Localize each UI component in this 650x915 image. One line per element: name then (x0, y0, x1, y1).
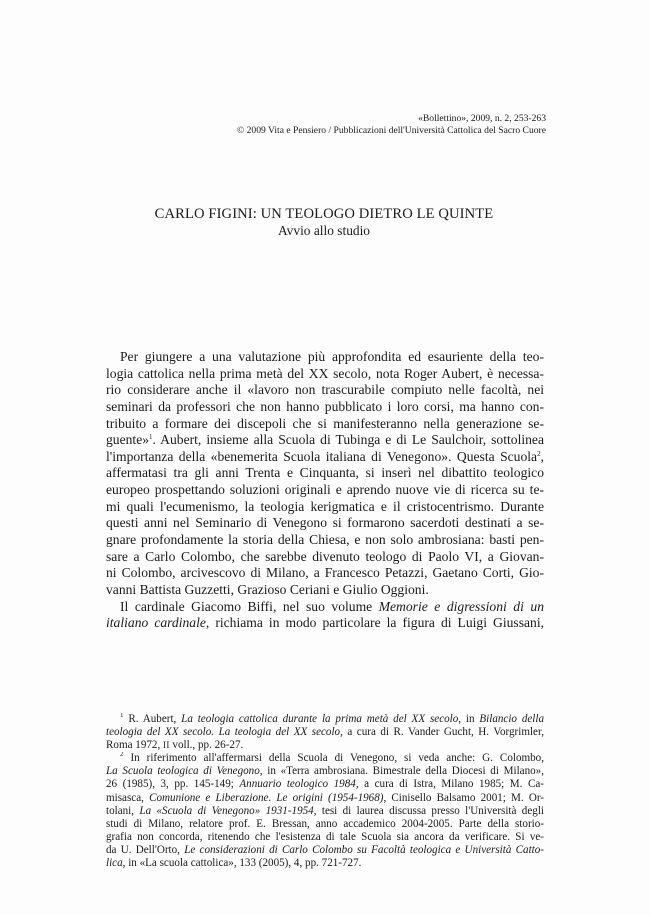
body-line: rio considerare anche il «lavoro non trascurabile compiuto nelle facoltà, nei (106, 382, 544, 398)
footnote-number: 2 (120, 752, 124, 759)
footnote-2-line (106, 792, 544, 805)
note-fragment: da U. Dell'Orto, (106, 843, 185, 856)
note-fragment: , Cinisello Balsamo 2001; M. Or- (383, 791, 544, 804)
article-title: CARLO FIGINI: UN TEOLOGO DIETRO LE QUINTE (154, 206, 494, 222)
footnote-2-line (106, 805, 544, 818)
body-fragment: , (540, 448, 544, 464)
body-line: logia cattolica nella prima metà del XX secolo, nota Roger Aubert, è necessa- (106, 365, 544, 381)
note-italic: Bilancio della (479, 713, 544, 725)
body-line: affermatasi tra gli anni Trenta e Cinquanta, si inserì nel dibattito teologico (106, 465, 544, 481)
body-line: questi anni nel Seminario di Venegono si formarono sacerdoti destinati a se- (106, 515, 544, 531)
note-fragment: , a cura di R. Vander Gucht, H. Vorgrimler, (340, 726, 544, 739)
note-fragment: , a cura di Istra, Milano 1985; M. Ca- (355, 778, 544, 791)
article-subtitle: Avvio allo studio (278, 223, 370, 238)
body-line: tribuito a formare dei discepoli che si manifesteranno nella generazione se- (106, 415, 544, 431)
body-line: europeo prospettando soluzioni originali e aprendo nuove vie di ricerca su te- (106, 482, 544, 498)
note-fragment: misasca, (106, 791, 150, 804)
footnote-number: 1 (120, 713, 124, 719)
copyright-line: © 2009 Vita e Pensiero / Pubblicazioni dell'Università Cattolica del Sacro Cuore (236, 125, 546, 136)
note-fragment: voll., pp. 26-27. (169, 739, 244, 752)
footnote-2-line (106, 778, 544, 791)
footnote-2-line (106, 752, 544, 765)
note-fragment: , in (458, 713, 480, 725)
note-italic: teologia del XX secolo. La teologia del XX secolo (106, 726, 341, 739)
body-fragment: guente» (106, 432, 150, 448)
footnote-2-line (106, 765, 544, 778)
body-line: seminari da professori che non hanno pubblicato i loro corsi, ma hanno con- (106, 398, 544, 414)
note-italic: La Scuola teologica di Venegono (106, 765, 260, 778)
note-fragment: , in «Terra ambrosiana. Bimestrale della Diocesi di Milano», (259, 765, 544, 778)
note-italic: La «Scuola di Venegono» 1931-1954 (139, 804, 314, 817)
note-fragment: tolani, (106, 804, 140, 817)
note-fragment: 26 (1985), 3, pp. 145-149; (106, 778, 240, 791)
body-line: sare a Carlo Colombo, che sarebbe divenuto teologo di Paolo VI, a Giovan- (106, 548, 544, 564)
body-fragment: Il cardinale Giacomo Biffi, nel suo volume (120, 598, 379, 614)
article-body (106, 349, 544, 632)
body-line: gnare profondamente la storia della Chiesa, e non solo ambrosiana: basti pen- (106, 532, 544, 548)
body-fragment: , richiama in modo particolare la figura di Luigi Giussani, (205, 615, 544, 631)
book-title-italic: italiano cardinale (106, 615, 206, 631)
footnote-1-line (106, 726, 544, 739)
note-smallcaps: II (163, 740, 170, 751)
body-fragment: . Aubert, insieme alla Scuola di Tubinga e di Le Saulchoir, sottolinea (152, 432, 544, 448)
body-line: ni Colombo, arcivescovo di Milano, a Francesco Petazzi, Gaetano Corti, Gio- (106, 565, 544, 581)
note-fragment: Roma 1972, (106, 739, 164, 752)
footnote-2-line (106, 857, 544, 870)
journal-citation: «Bollettino», 2009, n. 2, 253-263 (418, 113, 546, 124)
note-fragment: R. Aubert, (123, 713, 182, 725)
footnote-ref-2[interactable]: 2 (537, 449, 541, 458)
footnote-2-line: studi di Milano, relatore prof. E. Bressan, anno accademico 2004-2005. Parte della storio- (106, 817, 544, 830)
body-line: mi quali l'ecumenismo, la teologia kerigmatica e il cristocentrismo. Durante (106, 498, 544, 514)
footnote-1-line (106, 713, 544, 726)
body-line (106, 432, 544, 449)
note-italic: Annuario teologico 1984 (239, 778, 356, 791)
note-italic: Comunione e Liberazione. Le origini (1954-1968) (149, 791, 384, 804)
body-line: vanni Battista Guzzetti, Grazioso Ceriani e Giulio Oggioni. (106, 581, 429, 597)
note-fragment: , tesi di laurea discussa presso l'Università degli (313, 804, 544, 817)
page-header (126, 113, 546, 137)
book-title-italic: Memorie e digressioni di un (378, 598, 544, 614)
note-italic: La teologia cattolica durante la prima metà del XX secolo (181, 713, 459, 725)
footnote-2-line: grafia non concorda, ritenendo che l'esistenza di tale Scuola sia ancora da verificare. Si ve- (106, 830, 544, 843)
footnote-ref-1[interactable]: 1 (149, 433, 153, 442)
footnotes (106, 713, 544, 870)
body-line (106, 449, 544, 466)
body-line (106, 599, 544, 616)
note-fragment: In riferimento all'affermarsi della Scuola di Venegono, si veda anche: G. Colombo, (123, 752, 544, 765)
body-line (106, 615, 544, 632)
footnote-2-line (106, 844, 544, 857)
note-fragment: , in «La scuola cattolica», 133 (2005), 4, pp. 721-727. (122, 857, 362, 870)
footnote-1-line (106, 739, 544, 752)
note-italic: Le considerazioni di Carlo Colombo su Facoltà teologica e Università Catto- (184, 843, 544, 856)
note-italic: lica (106, 857, 123, 870)
body-line: Per giungere a una valutazione più approfondita ed esauriente della teo- (120, 349, 544, 364)
body-fragment: l'importanza della «benemerita Scuola italiana di Venegono». Questa Scuola (106, 448, 538, 464)
